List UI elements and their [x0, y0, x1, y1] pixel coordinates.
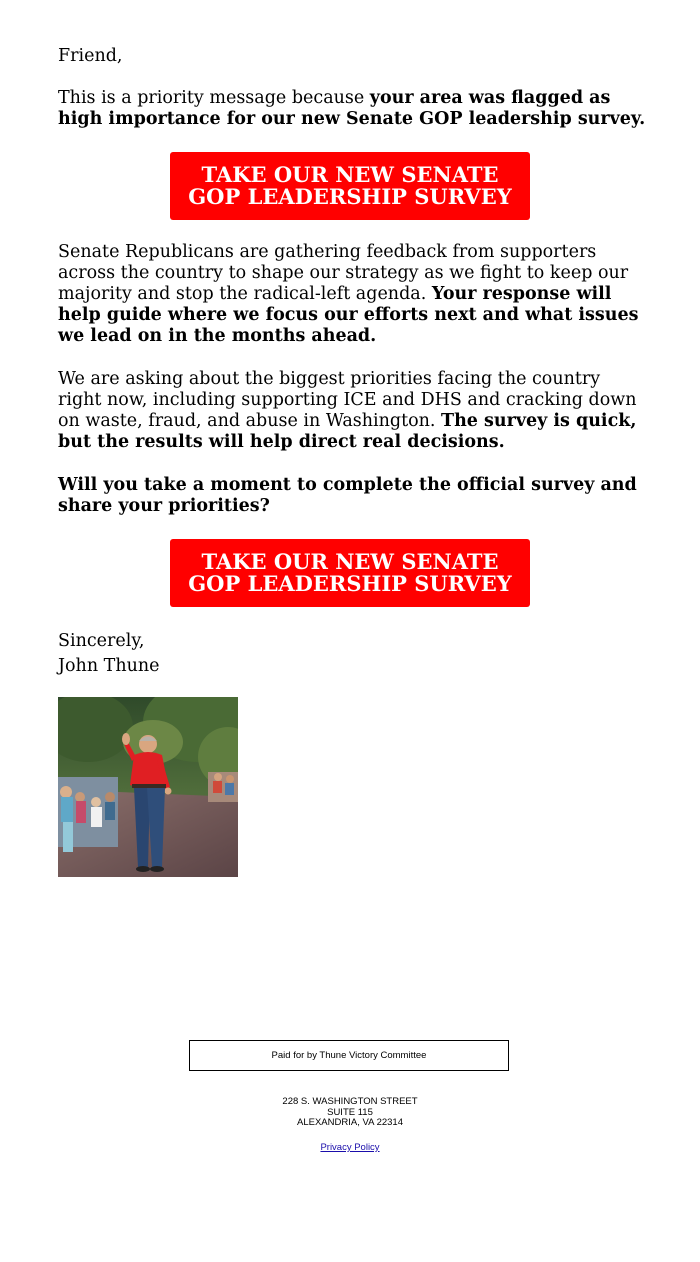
address-line-3: ALEXANDRIA, VA 22314 — [297, 1117, 403, 1128]
privacy-row — [0, 1142, 700, 1153]
email-body — [58, 46, 648, 877]
ask-paragraph: Will you take a moment to complete the official survey and share your priorities? — [58, 475, 637, 516]
paid-for-disclaimer: Paid for by Thune Victory Committee — [189, 1040, 509, 1071]
senator-photo — [58, 697, 238, 877]
address-line-1: 228 S. WASHINGTON STREET — [282, 1096, 418, 1107]
mailing-address — [0, 1097, 700, 1129]
cta-row-bottom — [58, 539, 642, 607]
greeting: Friend, — [58, 46, 123, 66]
signoff-block — [58, 629, 648, 679]
feedback-paragraph: Senate Republicans are gathering feedback from supporters across the country to shape our strategy as we fight to keep our majority and stop the radical-left agenda. Your response will help guide where we focus our efforts next and what issues we lead on in the months ahead. — [58, 242, 639, 346]
privacy-policy-link[interactable]: Privacy Policy — [320, 1142, 380, 1153]
take-survey-button-bottom[interactable]: TAKE OUR NEW SENATE GOP LEADERSHIP SURVEY — [170, 539, 530, 607]
take-survey-button[interactable]: TAKE OUR NEW SENATE GOP LEADERSHIP SURVEY — [170, 152, 530, 220]
address-line-2: SUITE 115 — [327, 1106, 373, 1118]
signoff: Sincerely, — [58, 631, 145, 651]
intro-paragraph: This is a priority message because your area was flagged as high importance for our new Senate GOP leadership survey. — [58, 88, 646, 129]
signature-name: John Thune — [58, 656, 160, 676]
priorities-paragraph: We are asking about the biggest priorities facing the country right now, including supporting ICE and DHS and cracking down on waste, fraud, and abuse in Washington. The survey is quick, but the results will help direct real decisions. — [58, 369, 637, 452]
cta-row-top — [58, 152, 642, 220]
